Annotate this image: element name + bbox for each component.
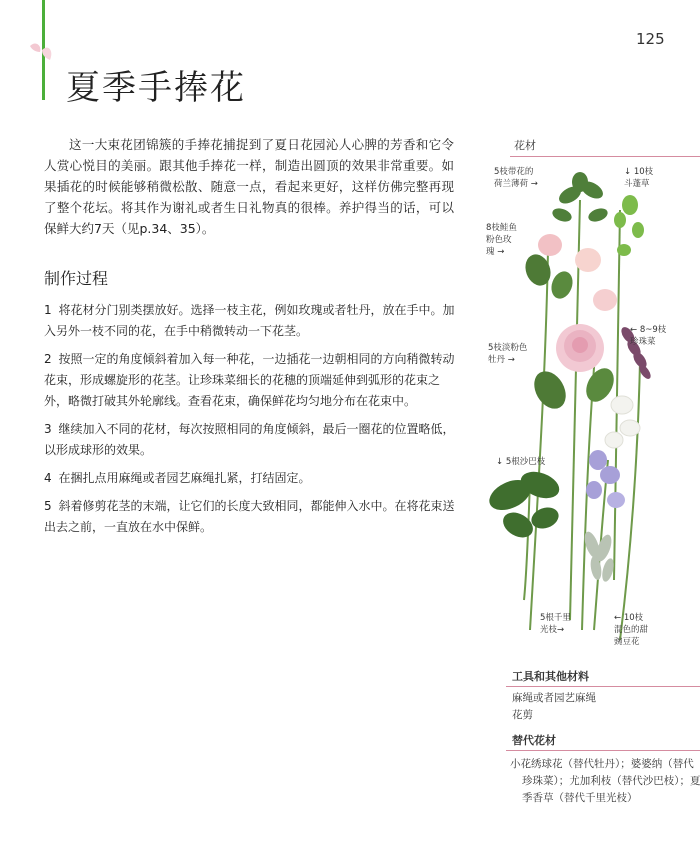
step-text: 将花材分门别类摆放好。选择一枝主花，例如玫瑰或者牡丹，放在手中。加入另外一枝不同的花，在手中稍微转动一下花茎。: [44, 303, 455, 338]
step-item: [44, 349, 456, 412]
step-text: 斜着修剪花茎的末端，让它们的长度大致相同，都能伸入水中。在将花束送出去之前，一直放在水中保鲜。: [44, 499, 455, 534]
intro-paragraph: 这一大束花团锦簇的手捧花捕捉到了夏日花园沁人心脾的芳香和它令人赏心悦目的美丽。跟其他手捧花一样，制造出圆顶的效果非常重要。如果插花的时候能够稍微松散、随意一点，看起来更好，这样仿佛完整再现了整个花坛。将其作为谢礼或者生日礼物真的很棒。养护得当的话，可以保鲜大约7天（见p.34、35）。: [44, 137, 454, 236]
label-peony: 5枝淡粉色 牡丹 →: [488, 343, 528, 365]
process-heading: 制作过程: [44, 269, 109, 288]
materials-heading: 花材: [514, 139, 536, 152]
rose-heads: [521, 234, 617, 311]
label-sweet-pea: ← 10枝 混色的甜 豌豆花: [614, 613, 649, 647]
silver-foliage: [582, 530, 616, 583]
label-lysimachia: ← 8~9枝 珍珠菜: [630, 325, 667, 347]
step-number: 5: [44, 499, 52, 513]
petal-icon: [26, 36, 56, 76]
tools-item: 麻绳或者园艺麻绳: [512, 692, 596, 704]
sweet-pea-flowers: [586, 450, 625, 508]
alternatives-divider: [506, 750, 700, 751]
step-number: 2: [44, 352, 52, 366]
label-sage: ↓ 5根沙巴枝: [496, 457, 546, 467]
materials-divider: [510, 156, 700, 157]
step-item: [44, 419, 456, 461]
sage-leaves: [485, 467, 563, 543]
step-item: [44, 300, 456, 342]
step-number: 1: [44, 303, 52, 317]
step-item: [44, 496, 456, 538]
step-number: 4: [44, 471, 52, 485]
alternatives-heading: 替代花材: [512, 734, 556, 747]
step-text: 继续加入不同的花材，每次按照相同的角度倾斜，最后一圈花的位置略低，以形成球形的效果。: [44, 422, 455, 457]
tools-item: 花剪: [512, 709, 533, 721]
step-text: 按照一定的角度倾斜着加入每一种花，一边插花一边朝相同的方向稍微转动花束，形成螺旋形的花茎。让珍珠菜细长的花穗的顶端延伸到弧形的花束之外，略微打破其外轮廓线。查看花束，确保鲜花均匀地分布在花束中。: [44, 352, 455, 408]
alternatives-text: 小花绣球花（替代牡丹）；婆婆纳（替代珍珠菜）；尤加利枝（替代沙巴枝）；夏季香草（替代千里光枝）: [510, 758, 700, 804]
step-text: 在捆扎点用麻绳或者园艺麻绳扎紧，打结固定。: [58, 471, 311, 485]
label-lambs-ear: 5根千里 光枝→: [540, 613, 571, 635]
label-bergamot: ↓ 10枝 斗蓬草: [624, 167, 654, 189]
step-item: [44, 468, 456, 489]
label-rose: 8枝鲑鱼 粉色玫 瑰 →: [486, 223, 517, 257]
process-steps: [44, 300, 456, 545]
page-title: 夏季手捧花: [66, 68, 246, 108]
tools-heading: 工具和其他材料: [512, 670, 589, 683]
step-number: 3: [44, 422, 52, 436]
label-mint: 5枝带花的 荷兰薄荷 →: [494, 167, 538, 189]
tools-divider: [506, 686, 700, 687]
page-number: 125: [636, 30, 665, 48]
peony-head: [528, 324, 620, 414]
